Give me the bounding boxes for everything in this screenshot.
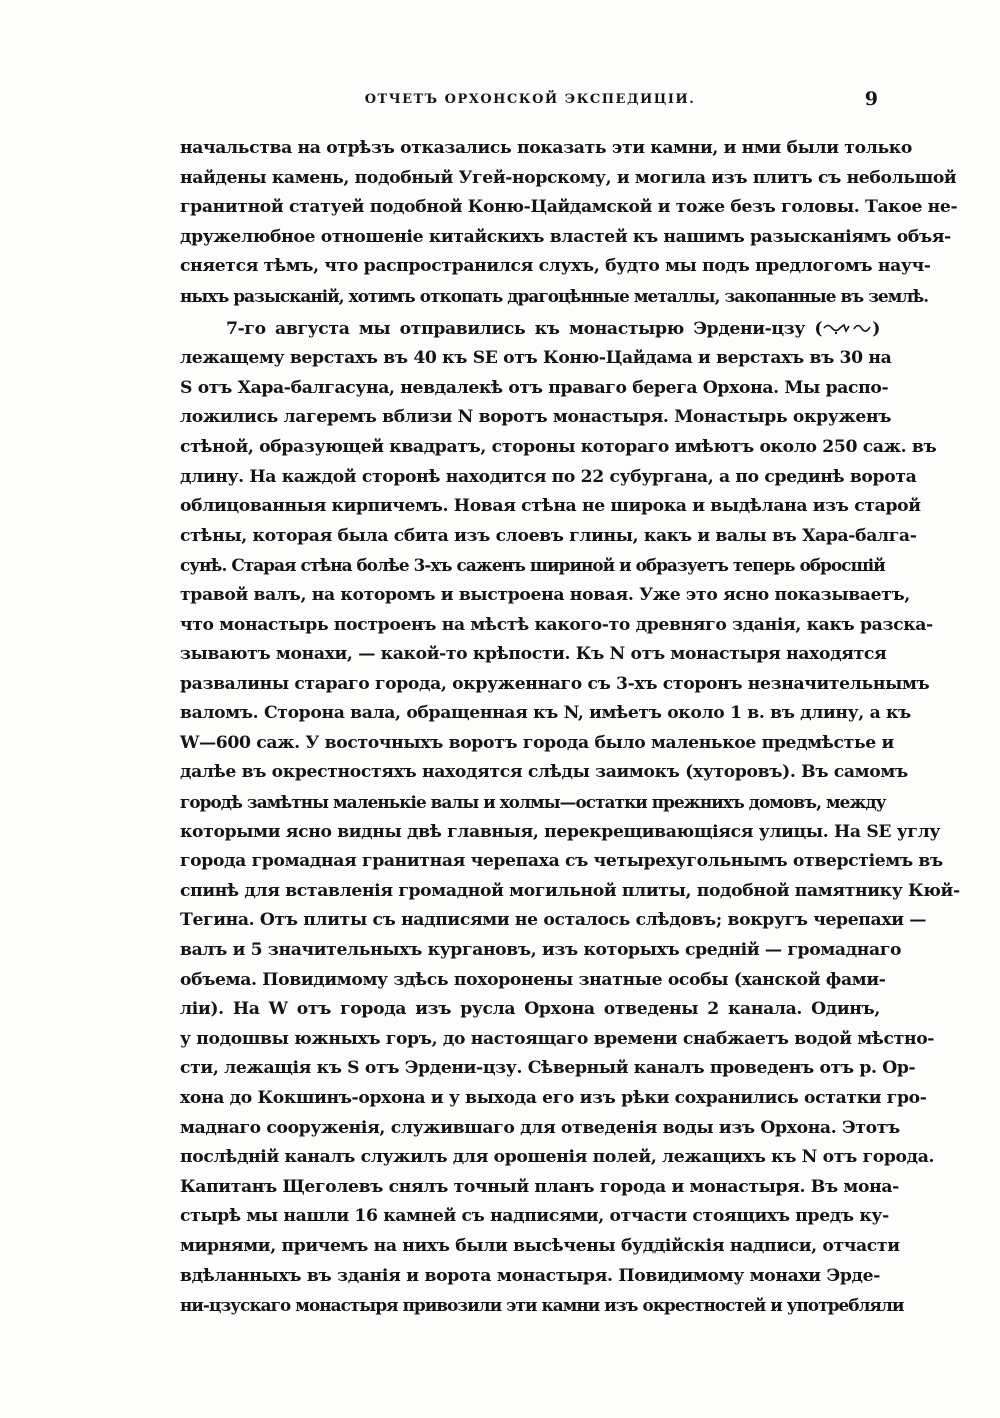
body-text: [180, 134, 960, 1321]
text-line: валъ и 5 значительныхъ кургановъ, изъ которыхъ средній — громаднаго: [180, 940, 902, 961]
text-line: города громадная гранитная черепаха съ четырехугольнымъ отверстіемъ въ: [180, 851, 943, 872]
text-line: Капитанъ Щеголевъ снялъ точный планъ города и монастыря. Въ мона-: [180, 1176, 899, 1197]
text-line: спинѣ для вставленія громадной могильной плиты, подобной памятнику Кюй-: [180, 880, 960, 901]
page-number: 9: [864, 88, 878, 110]
text-line: далѣе въ окрестностяхъ находятся слѣды заимокъ (хуторовъ). Въ самомъ: [180, 762, 908, 783]
text-line: травой валъ, на которомъ и выстроена новая. Уже это ясно показываетъ,: [180, 584, 910, 605]
text-line: зываютъ монахи, — какой-то крѣпости. Къ N отъ монастыря находятся: [180, 644, 887, 665]
text-line: сти, лежащія къ S отъ Эрдени-цзу. Сѣверный каналъ проведенъ отъ р. Ор-: [180, 1058, 916, 1079]
text-line: стѣной, образующей квадратъ, стороны котораго имѣютъ около 250 саж. въ: [180, 436, 937, 457]
text-line: лежащему верстахъ въ 40 къ SE отъ Коню-Цайдама и верстахъ въ 30 на: [180, 348, 892, 369]
running-header: [180, 88, 880, 118]
text-line: дружелюбное отношеніе китайскихъ властей къ нашимъ разысканіямъ объя-: [180, 226, 951, 247]
text-line: маднаго сооруженія, служившаго для отведенія воды изъ Орхона. Этотъ: [180, 1117, 900, 1138]
text-line: сняется тѣмъ, что распространился слухъ, будто мы подъ предлогомъ науч-: [180, 256, 931, 277]
text-line: послѣдній каналъ служилъ для орошенія полей, лежащихъ къ N отъ города.: [180, 1147, 935, 1168]
text-line: ни-цзускаго монастыря привозили эти камни изъ окрестностей и употребляли: [180, 1295, 904, 1316]
text-line: S отъ Хара-балгасуна, невдалекѣ отъ праваго берега Орхона. Мы распо-: [180, 377, 889, 398]
text-line: сунѣ. Старая стѣна болѣе 3-хъ саженъ шириной и образуетъ теперь обросшій: [180, 555, 885, 576]
text-line: у подошвы южныхъ горъ, до настоящаго времени снабжаетъ водой мѣстно-: [180, 1028, 935, 1049]
text-line: развалины стараго города, окруженнаго съ 3-хъ сторонъ незначительнымъ: [180, 673, 930, 694]
text-line: что монастырь построенъ на мѣстѣ какого-то древняго зданія, какъ разска-: [180, 614, 933, 635]
running-title: ОТЧЕТЪ ОРХОНСКОЙ ЭКСПЕДИЦІИ.: [364, 92, 696, 107]
text-line: облицованныя кирпичемъ. Новая стѣна не широка и выдѣлана изъ старой: [180, 496, 921, 517]
text-line: начальства на отрѣзъ отказались показать эти камни, и нми были только: [180, 138, 912, 158]
text-line: ложились лагеремъ вблизи N воротъ монастыря. Монастырь окруженъ: [180, 407, 892, 428]
text-line: хона до Кокшинъ-орхона и у выхода его изъ рѣки сохранились остатки гро-: [180, 1088, 927, 1108]
text-line: Тегина. Отъ плиты съ надписями не осталось слѣдовъ; вокругъ черепахи —: [180, 910, 927, 931]
paragraph-first-line: [180, 315, 880, 345]
text-line: ліи). На W отъ города изъ русла Орхона отведены 2 канала. Одинъ,: [180, 999, 880, 1020]
text-line: W—600 саж. У восточныхъ воротъ города было маленькое предмѣстье и: [180, 732, 894, 753]
text-line: стѣны, которая была сбита изъ слоевъ глины, какъ и валы въ Хара-балга-: [180, 525, 917, 546]
text-line: объема. Повидимому здѣсь похоронены знатные особы (ханской фами-: [180, 969, 886, 990]
text-line: вдѣланныхъ въ зданія и ворота монастыря. Повидимому монахи Эрде-: [180, 1265, 880, 1286]
text-run: ): [872, 318, 880, 339]
text-line: стырѣ мы нашли 16 камней съ надписями, отчасти стоящихъ предъ ку-: [180, 1206, 889, 1227]
text-line: валомъ. Сторона вала, обращенная къ N, имѣетъ около 1 в. въ длину, а къ: [180, 703, 911, 724]
text-line: городѣ замѣтны маленькіе валы и холмы—остатки прежнихъ домовъ, между: [180, 792, 886, 813]
text-line: которыми ясно видны двѣ главныя, перекрещивающіяся улицы. На SE углу: [180, 821, 941, 842]
text-line: найдены камень, подобный Угей-норскому, и могила изъ плитъ съ небольшой: [180, 167, 957, 188]
text-line: гранитной статуей подобной Коню-Цайдамской и тоже безъ головы. Такое не-: [180, 197, 958, 218]
mongolian-script-glyph-icon: [822, 319, 872, 337]
text-line: мирнями, причемъ на нихъ были высѣчены буддійскія надписи, отчасти: [180, 1235, 900, 1256]
text-line: длину. На каждой сторонѣ находится по 22 субургана, а по срединѣ ворота: [180, 466, 917, 487]
text-line: ныхъ разысканій, хотимъ откопать драгоцѣнные металлы, закопанные въ землѣ.: [180, 285, 929, 306]
text-run: 7-го августа мы отправились къ монастырю Эрдени-цзу (: [226, 318, 823, 339]
